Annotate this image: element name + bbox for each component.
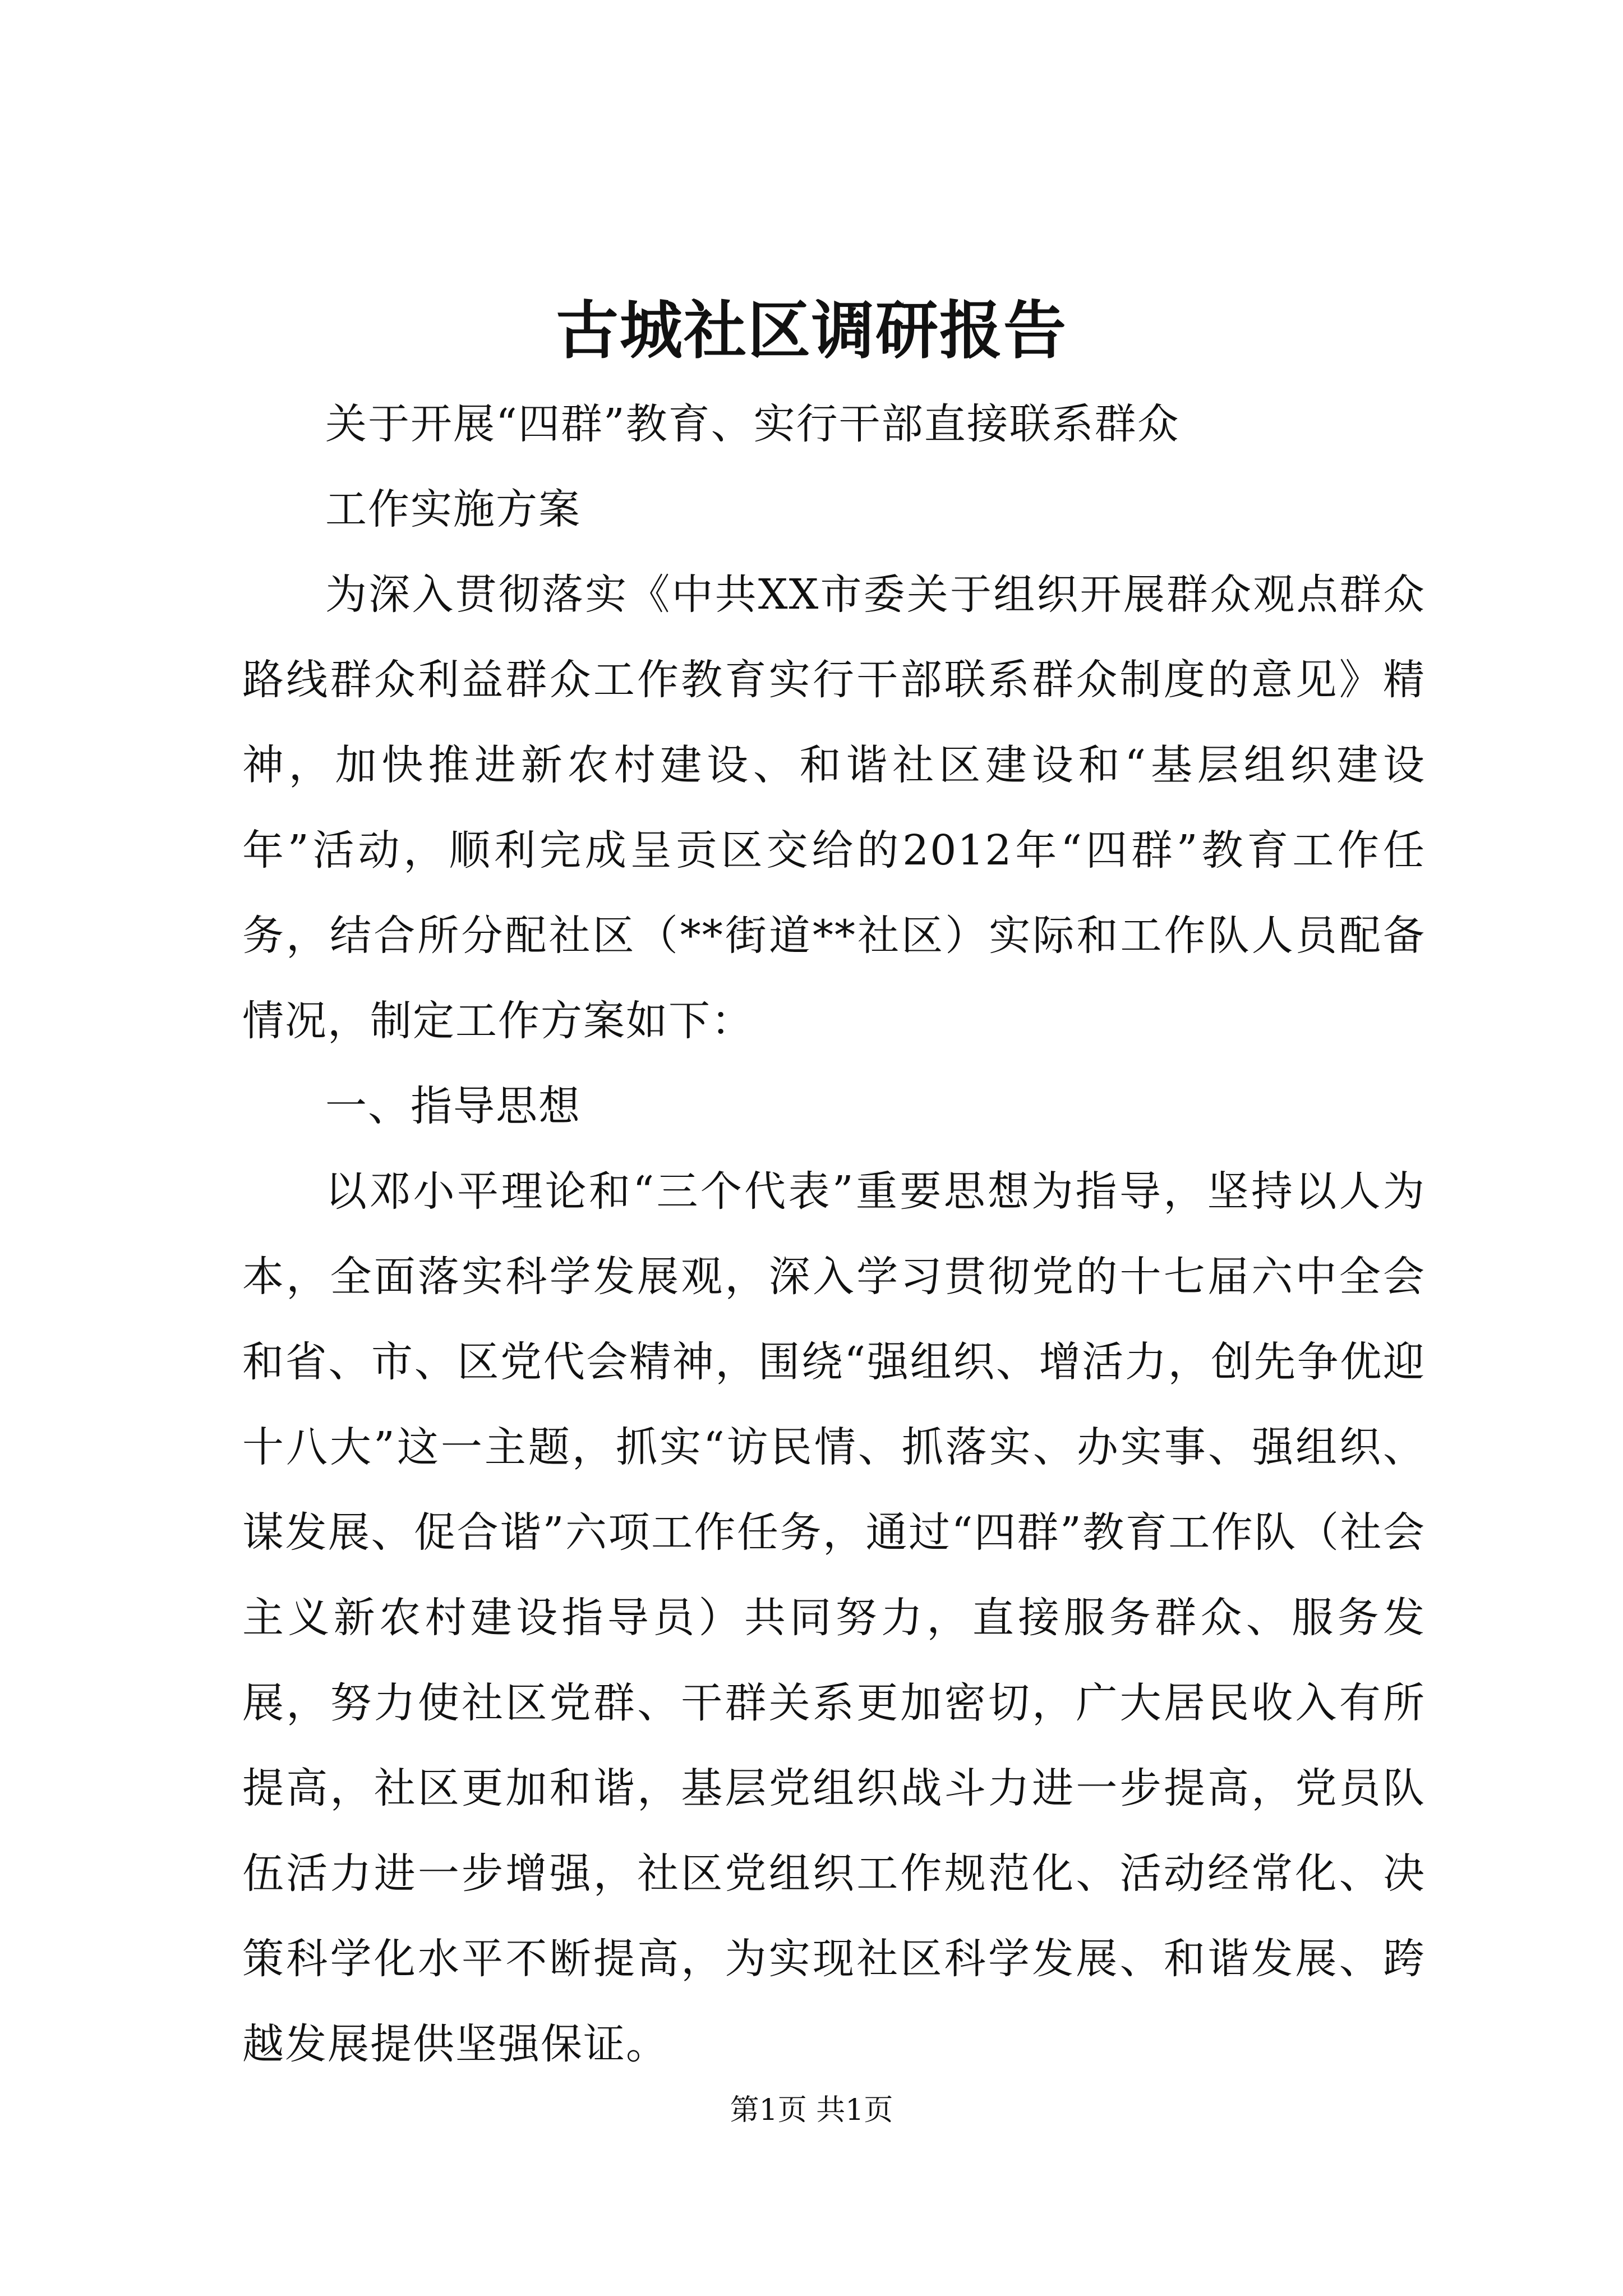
paragraph-intro: 为深入贯彻落实《中共XX市委关于组织开展群众观点群众路线群众利益群众工作教育实行干部联系群众制度的意见》精神，加快推进新农村建设、和谐社区建设和“基层组织建设年”活动，顺利完成呈贡区交给的2012年“四群”教育工作任务，结合所分配社区（**街道**社区）实际和工作队人员配备情况，制定工作方案如下： [242, 570, 1426, 1045]
document-title: 古城社区调研报告 [556, 294, 1067, 367]
paragraph-guiding-ideology: 以邓小平理论和“三个代表”重要思想为指导，坚持以人为本，全面落实科学发展观，深入学习贯彻党的十七届六中全会和省、市、区党代会精神，围绕“强组织、增活力，创先争优迎十八大”这一主题，抓实“访民情、抓落实、办实事、强组织、谋发展、促合谐”六项工作任务，通过“四群”教育工作队（社会主义新农村建设指导员）共同努力，直接服务群众、服务发展，努力使社区党群、干群关系更加密切，广大居民收入有所提高，社区更加和谐，基层党组织战斗力进一步提高，党员队伍活力进一步增强，社区党组织工作规范化、活动经常化、决策科学化水平不断提高，为实现社区科学发展、和谐发展、跨越发展提供坚强保证。 [242, 1167, 1426, 2068]
paragraph-heading-line-2: 工作实施方案 [325, 485, 581, 533]
document-body [242, 381, 1426, 2087]
page-footer: 第1页 共1页 [730, 2093, 893, 2127]
section-heading-guiding-ideology: 一、指导思想 [325, 1082, 581, 1130]
paragraph-heading-line-1: 关于开展“四群”教育、实行干部直接联系群众 [325, 400, 1180, 448]
